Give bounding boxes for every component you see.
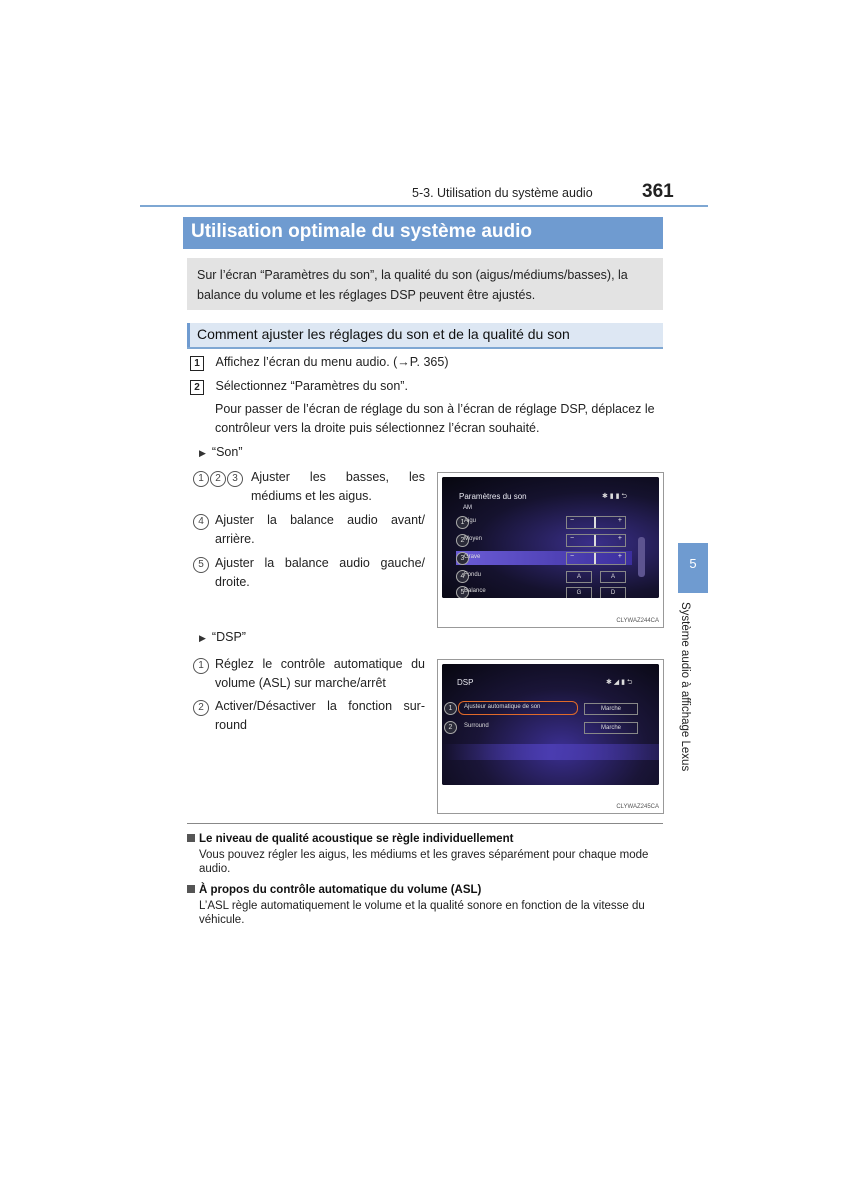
triangle-bullet-icon: ▶ [199, 448, 206, 458]
section-title-bar [183, 217, 663, 249]
section-title: Utilisation optimale du système audio [191, 221, 533, 242]
intro-text: Sur l’écran “Paramètres du son”, la qualité du son (aigus/médiums/basses), la balance du volume et les réglages DSP peuvent être ajustés. [197, 268, 628, 302]
note-body: L’ASL règle automatiquement le volume et la qualité sonore en fonction de la vitesse du véhicule. [199, 900, 645, 926]
callout-number: 3 [227, 471, 243, 487]
row-fondu[interactable] [456, 569, 632, 583]
note-heading: Le niveau de qualité acoustique se règle individuellement [199, 833, 514, 845]
status-icons: ✱ ◢ ▮ ⮌ [606, 679, 633, 686]
plus-icon: + [617, 553, 622, 560]
callout-number: 5 [456, 586, 469, 598]
son-item-text: Ajuster la balance audio gauche/ droite. [215, 556, 425, 589]
row-grave[interactable] [456, 551, 632, 565]
row-surround[interactable] [444, 720, 644, 734]
dsp-item-text: Réglez le contrôle automatique du volume (ASL) sur marche/arrêt [215, 657, 425, 690]
son-item-2 [193, 511, 425, 546]
step-1 [190, 353, 665, 372]
minus-icon: − [570, 553, 575, 560]
row-label: Aigu [464, 518, 477, 524]
row-label: Surround [464, 723, 489, 729]
square-bullet-icon [187, 885, 195, 893]
row-label: Ajusteur automatique de son [464, 704, 541, 710]
slider-marker [594, 535, 596, 546]
callout-number: 1 [456, 516, 469, 529]
image-caption: CLYWAZ245CA [616, 804, 659, 810]
step-number-box: 2 [190, 380, 204, 395]
balance-left-value[interactable]: G [566, 587, 592, 598]
square-bullet-icon [187, 834, 195, 842]
slider-marker [594, 553, 596, 564]
mid-slider[interactable] [566, 534, 626, 547]
dsp-display [442, 664, 659, 785]
screen-title: DSP [457, 678, 474, 687]
subheading-bar [187, 323, 663, 349]
fader-rear-value[interactable]: A [600, 571, 626, 583]
bass-slider[interactable] [566, 552, 626, 565]
callout-number: 5 [193, 557, 209, 573]
minus-icon: − [570, 517, 575, 524]
header-rule [140, 205, 708, 207]
son-item-text: Ajuster la balance audio avant/ arrière. [215, 513, 425, 546]
callout-number: 2 [193, 700, 209, 716]
slider-marker [594, 517, 596, 528]
callout-number: 2 [210, 471, 226, 487]
callout-number: 4 [193, 514, 209, 530]
fader-front-value[interactable]: A [566, 571, 592, 583]
running-header-section: 5-3. Utilisation du système audio [412, 186, 593, 200]
chapter-side-label [679, 602, 699, 792]
chapter-title-vertical: Système audio à affichage Lexus [679, 602, 691, 772]
row-balance[interactable] [456, 585, 632, 598]
plus-icon: + [617, 517, 622, 524]
son-label: “Son” [211, 445, 243, 459]
step-2 [190, 377, 665, 396]
row-asl[interactable] [444, 701, 644, 715]
note-heading: À propos du contrôle automatique du volume (ASL) [199, 884, 482, 896]
step-2-detail: Pour passer de l’écran de réglage du son à l’écran de réglage DSP, déplacez le contrôleur vers la droite puis sélectionnez l’écran souhaité. [215, 402, 655, 435]
sound-settings-display [442, 477, 659, 598]
page-number: 361 [642, 181, 674, 202]
son-label-line [199, 443, 243, 463]
dsp-screenshot [437, 659, 664, 814]
note-1 [187, 833, 663, 876]
son-item-text: Ajuster les basses, les médiums et les aigus. [251, 470, 425, 503]
notes-rule [187, 823, 663, 824]
dsp-item-text: Activer/Désactiver la fonction sur- round [215, 699, 425, 732]
dsp-label-line [199, 628, 246, 648]
minus-icon: − [570, 535, 575, 542]
row-label: Moyen [464, 536, 483, 542]
balance-right-value[interactable]: D [600, 587, 626, 598]
decorative-band [442, 744, 659, 760]
screen-source: AM [463, 505, 472, 511]
callout-number: 2 [456, 534, 469, 547]
row-aigu[interactable] [456, 515, 632, 529]
subheading-accent [187, 323, 190, 347]
asl-value[interactable]: Marche [584, 703, 638, 715]
chapter-tab [678, 543, 708, 593]
sound-settings-screenshot [437, 472, 664, 628]
callout-number: 3 [456, 552, 469, 565]
step-text: Sélectionnez “Paramètres du son”. [215, 379, 408, 393]
row-label: Grave [464, 554, 481, 560]
treble-slider[interactable] [566, 516, 626, 529]
plus-icon: + [617, 535, 622, 542]
row-label: Fondu [464, 572, 482, 578]
note-2 [187, 884, 663, 927]
image-caption: CLYWAZ244CA [616, 618, 659, 624]
dsp-label: “DSP” [211, 630, 246, 644]
step-text: Affichez l’écran du menu audio. (→P. 365) [215, 355, 449, 369]
note-body: Vous pouvez régler les aigus, les médiums et les graves séparément pour chaque mode audio. [199, 849, 649, 875]
surround-value[interactable]: Marche [584, 722, 638, 734]
son-item-3 [193, 554, 425, 589]
triangle-bullet-icon: ▶ [199, 633, 206, 643]
row-label: Balance [464, 588, 486, 594]
callout-number: 1 [193, 471, 209, 487]
callout-number: 1 [193, 658, 209, 674]
step-number-box: 1 [190, 356, 204, 371]
screen-title: Paramètres du son [459, 492, 527, 501]
son-item-1 [193, 468, 425, 503]
callout-number: 1 [444, 702, 457, 715]
callout-number: 2 [444, 721, 457, 734]
scrollbar[interactable] [638, 537, 645, 577]
chapter-number: 5 [689, 556, 697, 571]
row-moyen[interactable] [456, 533, 632, 547]
intro-box [187, 258, 663, 310]
dsp-item-1 [193, 655, 425, 690]
dsp-item-2 [193, 697, 425, 732]
subheading: Comment ajuster les réglages du son et de la qualité du son [197, 326, 570, 342]
callout-number: 4 [456, 570, 469, 583]
status-icons: ✱ ▮ ▮ ⮌ [602, 493, 628, 500]
